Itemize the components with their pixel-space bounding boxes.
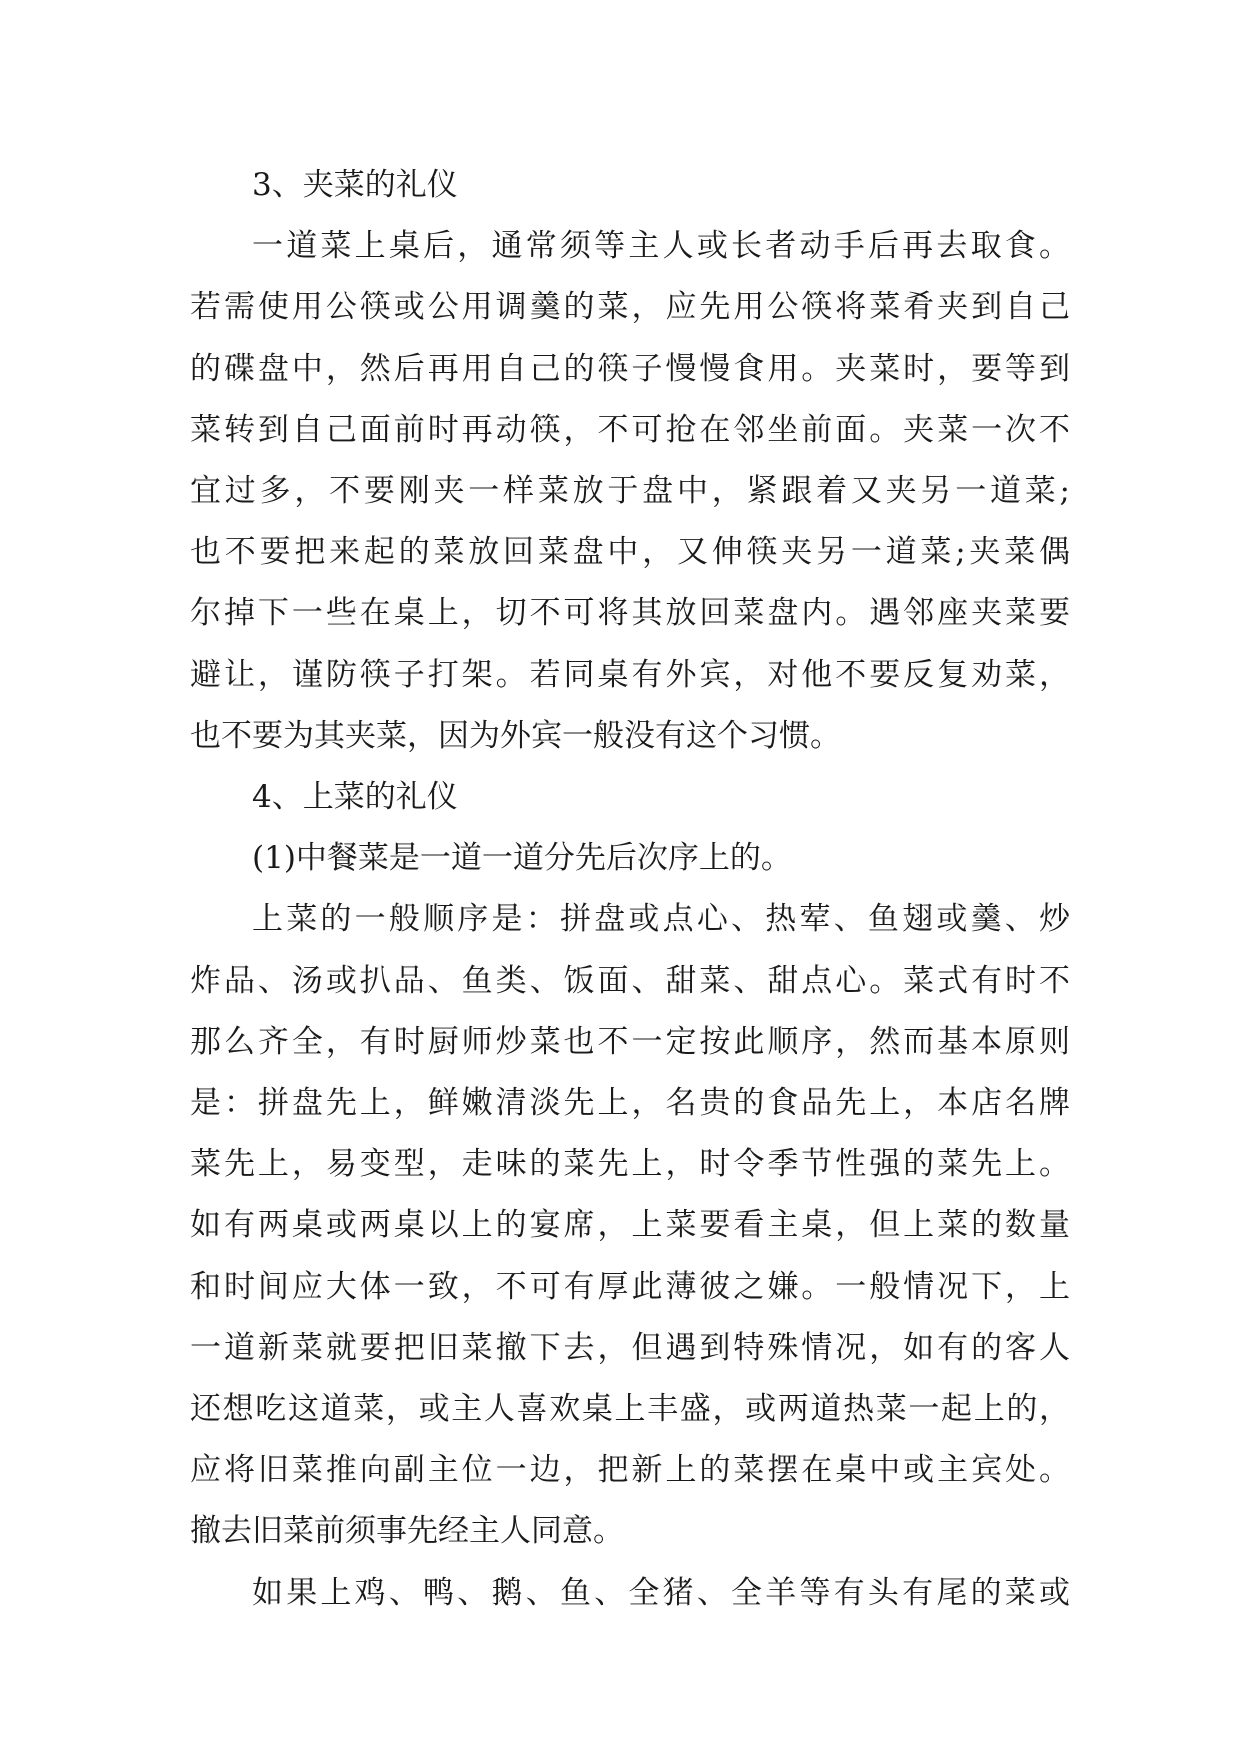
paragraph-line: 如有两桌或两桌以上的宴席，上菜要看主桌，但上菜的数量 (190, 1207, 1070, 1244)
paragraph-line: 宜过多，不要刚夹一样菜放于盘中，紧跟着又夹另一道菜; (190, 473, 1070, 509)
paragraph-line: 还想吃这道菜，或主人喜欢桌上丰盛，或两道热菜一起上的， (190, 1391, 1070, 1427)
paragraph-line: 尔掉下一些在桌上，切不可将其放回菜盘内。遇邻座夹菜要 (190, 595, 1070, 632)
paragraph-line: 若需使用公筷或公用调羹的菜，应先用公筷将菜肴夹到自己 (190, 289, 1070, 326)
paragraph-line: 上菜的一般顺序是：拼盘或点心、热荤、鱼翅或羹、炒 (252, 901, 1070, 938)
paragraph-line: 一道菜上桌后，通常须等主人或长者动手后再去取食。 (252, 228, 1070, 265)
section-heading: 4、上菜的礼仪 (252, 779, 458, 815)
paragraph-line: 也不要为其夹菜，因为外宾一般没有这个习惯。 (190, 717, 841, 754)
section-heading: 3、夹菜的礼仪 (252, 167, 458, 203)
paragraph-line: 那么齐全，有时厨师炒菜也不一定按此顺序，然而基本原则 (190, 1023, 1070, 1060)
paragraph-line: 的碟盘中，然后再用自己的筷子慢慢食用。夹菜时，要等到 (190, 350, 1070, 387)
paragraph-line: 菜转到自己面前时再动筷，不可抢在邻坐前面。夹菜一次不 (190, 411, 1070, 448)
paragraph-line: 一道新菜就要把旧菜撤下去，但遇到特殊情况，如有的客人 (190, 1329, 1070, 1366)
paragraph-line: 也不要把来起的菜放回菜盘中，又伸筷夹另一道菜;夹菜偶 (190, 534, 1070, 571)
paragraph-line: 避让，谨防筷子打架。若同桌有外宾，对他不要反复劝菜， (190, 656, 1070, 693)
paragraph-line: 应将旧菜推向副主位一边，把新上的菜摆在桌中或主宾处。 (190, 1452, 1070, 1489)
paragraph-line: 撤去旧菜前须事先经主人同意。 (190, 1513, 624, 1550)
paragraph-line: 是：拼盘先上，鲜嫩清淡先上，名贵的食品先上，本店名牌 (190, 1085, 1070, 1121)
paragraph-line: 菜先上，易变型，走味的菜先上，时令季节性强的菜先上。 (190, 1146, 1070, 1183)
paragraph-line: 和时间应大体一致，不可有厚此薄彼之嫌。一般情况下，上 (190, 1268, 1070, 1305)
paragraph-line: 炸品、汤或扒品、鱼类、饭面、甜菜、甜点心。菜式有时不 (190, 962, 1070, 999)
section-heading: (1)中餐菜是一道一道分先后次序上的。 (252, 840, 792, 877)
paragraph-line: 如果上鸡、鸭、鹅、鱼、全猪、全羊等有头有尾的菜或 (252, 1574, 1070, 1611)
